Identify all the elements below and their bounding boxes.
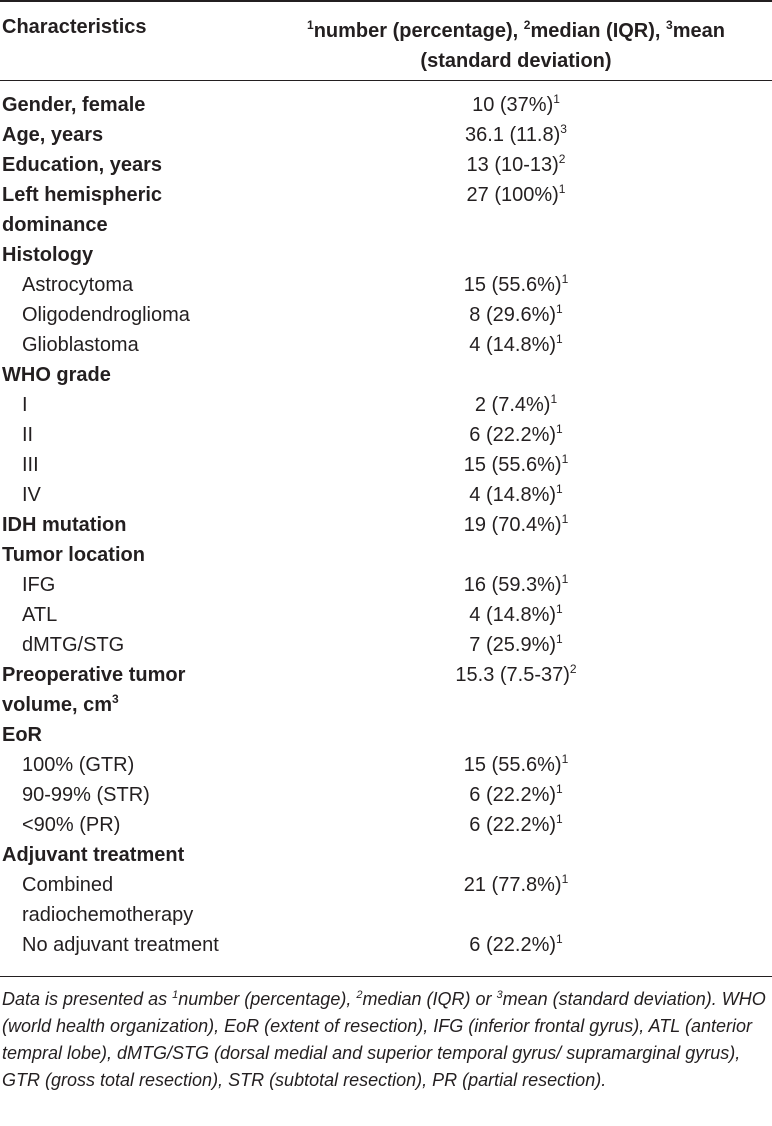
row-value: 15 $(55.6\%)^1$ xyxy=(463,272,569,296)
row-value: 19 $(70.4\%)^1$ xyxy=(463,512,569,536)
table-row-grade-ii xyxy=(0,418,772,448)
row-value: 7 $(25.9\%)^1$ xyxy=(469,632,563,656)
section-label: WHO grade xyxy=(2,364,111,386)
row-label: No adjuvant treatment xyxy=(22,934,219,956)
row-value: 15 $(55.6\%)^1$ xyxy=(463,452,569,476)
header-part-2: median (IQR), xyxy=(530,20,667,42)
table-row-astrocytoma xyxy=(0,268,772,298)
row-value: 6 $(22.2\%)^1$ xyxy=(469,812,563,836)
table-row-grade-iii xyxy=(0,448,772,478)
row-label: Preoperative tumor volume, $cm^3$ xyxy=(2,664,186,716)
table-row-idh xyxy=(0,508,772,538)
table-row-volume xyxy=(0,658,772,718)
row-value: 6 $(22.2\%)^1$ xyxy=(469,932,563,956)
table-row-histology xyxy=(0,238,772,268)
row-label: I xyxy=(22,394,28,416)
header-sup-2: 2 xyxy=(523,18,531,32)
row-label: IV xyxy=(22,484,41,506)
row-label: Oligodendroglioma xyxy=(22,304,190,326)
row-value: 13 $(10-13)^2$ xyxy=(466,152,566,176)
table-row-grade-i xyxy=(0,388,772,418)
row-value: 4 $(14.8\%)^1$ xyxy=(469,332,563,356)
table-row-oligodendroglioma xyxy=(0,298,772,328)
row-value: 6 $(22.2\%)^1$ xyxy=(469,422,563,446)
table-row-hemispheric xyxy=(0,178,772,238)
table-row-age xyxy=(0,118,772,148)
table-row-dmtg xyxy=(0,628,772,658)
row-label: Glioblastoma xyxy=(22,334,139,356)
table-row-tumor-location xyxy=(0,538,772,568)
header-values xyxy=(260,16,772,76)
header-characteristics: Characteristics xyxy=(2,16,147,38)
header-line-2: (standard deviation) xyxy=(420,50,612,72)
table-row-combined xyxy=(0,868,772,928)
header-part-1: number (percentage), xyxy=(313,20,524,42)
row-value: 15.3 $(7.5-37)^2$ xyxy=(455,662,577,686)
row-label: IFG xyxy=(22,574,56,596)
section-label: EoR xyxy=(2,724,42,746)
table-row-no-adjuvant xyxy=(0,928,772,958)
row-value: 6 $(22.2\%)^1$ xyxy=(469,782,563,806)
row-label: Gender, female xyxy=(2,94,146,116)
row-label: II xyxy=(22,424,34,446)
header-sup-3: 3 xyxy=(666,18,673,32)
row-label: Astrocytoma xyxy=(22,274,134,296)
table-header xyxy=(0,2,772,78)
row-value: 4 $(14.8\%)^1$ xyxy=(469,482,563,506)
header-part-3: mean xyxy=(672,20,725,42)
header-rule xyxy=(0,80,772,81)
row-label: Left hemispheric dominance xyxy=(2,184,163,236)
table-body xyxy=(0,88,772,958)
row-value: 10 $(37\%)^1$ xyxy=(472,92,560,116)
row-value: 21 $(77.8\%)^1$ xyxy=(463,872,569,896)
table-row-gtr xyxy=(0,748,772,778)
table-row-glioblastoma xyxy=(0,328,772,358)
table-footnote: Data is presented as $^1$number (percentage), $^2$median (IQR) or $^3$mean (standard deviation). WHO (world health organization), EoR (extent of resection), IFG (inferior frontal gyrus), ATL (anterior tempral lobe), dMTG/STG (dorsal medial and superior temporal gyrus/ supramarginal gyrus), GTR (gross total resection), STR (subtotal resection), PR (partial resection). xyxy=(2,989,766,1090)
row-value: 15 $(55.6\%)^1$ xyxy=(463,752,569,776)
row-label: Age, years xyxy=(2,124,104,146)
table-row-str xyxy=(0,778,772,808)
row-label: III xyxy=(22,454,39,476)
bottom-rule xyxy=(0,976,772,977)
row-label: ATL xyxy=(22,604,58,626)
row-value: 4 $(14.8\%)^1$ xyxy=(469,602,563,626)
section-label: Adjuvant treatment xyxy=(2,844,185,866)
table-row-ifg xyxy=(0,568,772,598)
row-value: 27 $(100\%)^1$ xyxy=(466,182,566,206)
table-row-grade-iv xyxy=(0,478,772,508)
row-label: IDH mutation xyxy=(2,514,127,536)
table-row-gender xyxy=(0,88,772,118)
row-label: dMTG/STG xyxy=(22,634,125,656)
table-row-pr xyxy=(0,808,772,838)
row-value: 36.1 $(11.8)^3$ xyxy=(465,122,567,146)
section-label: Histology xyxy=(2,244,94,266)
row-value: 16 $(59.3\%)^1$ xyxy=(463,572,569,596)
table-row-adjuvant xyxy=(0,838,772,868)
header-sup-1: 1 xyxy=(307,18,314,32)
table-row-who-grade xyxy=(0,358,772,388)
row-value: 8 $(29.6\%)^1$ xyxy=(469,302,563,326)
row-label: Combined radiochemotherapy xyxy=(22,874,194,926)
row-label: Education, years xyxy=(2,154,163,176)
table-row-eor xyxy=(0,718,772,748)
row-label: <90% (PR) xyxy=(22,814,121,836)
row-value: 2 $(7.4\%)^1$ xyxy=(474,392,558,416)
table-row-atl xyxy=(0,598,772,628)
row-label: 90-99% (STR) xyxy=(22,784,150,806)
section-label: Tumor location xyxy=(2,544,145,566)
table-row-education xyxy=(0,148,772,178)
row-label: 100% (GTR) xyxy=(22,754,135,776)
